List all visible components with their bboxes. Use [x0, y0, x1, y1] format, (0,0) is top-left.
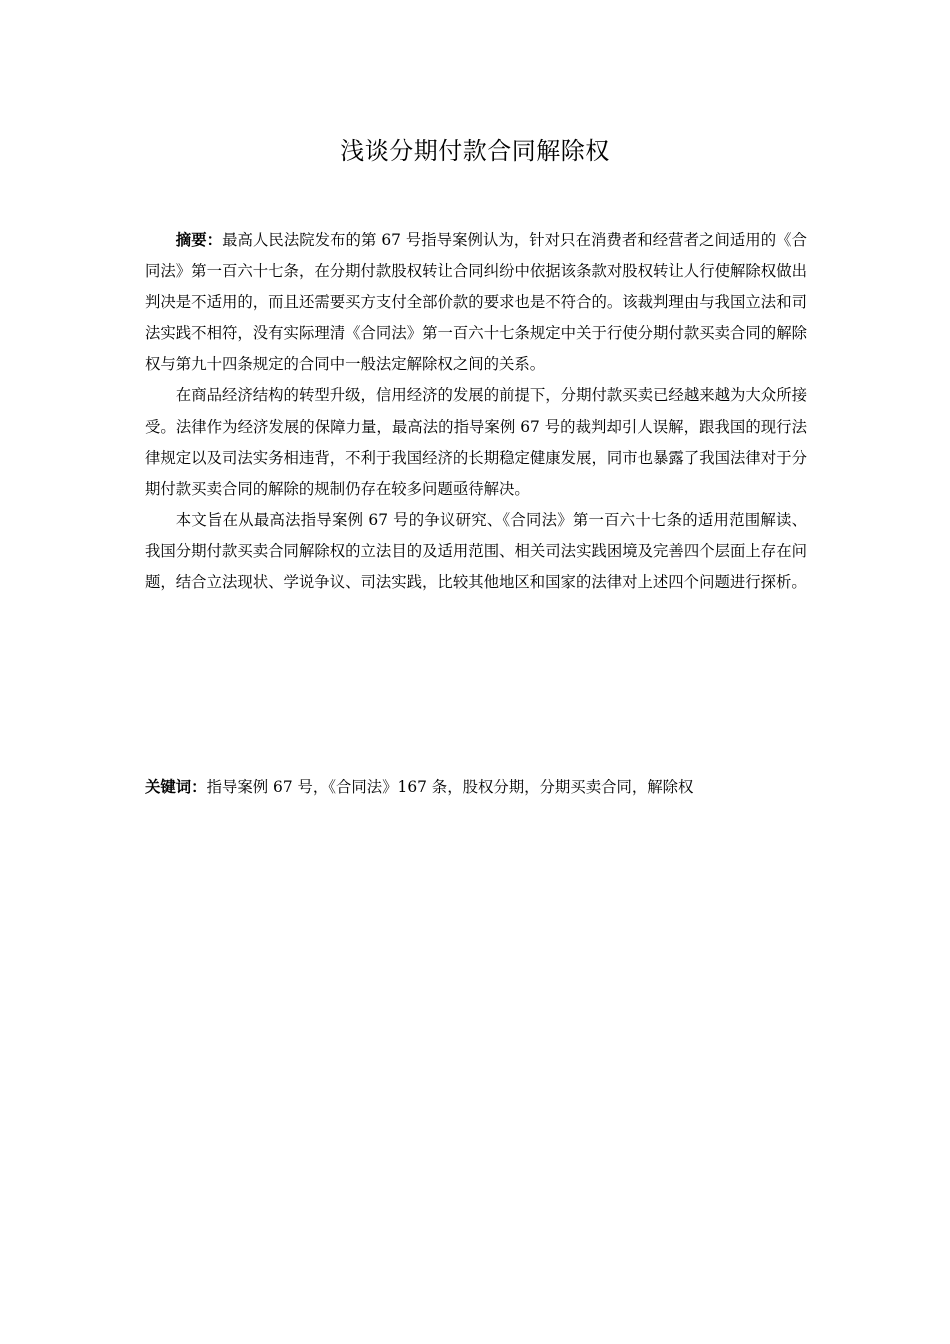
keywords-label: 关键词：: [145, 778, 207, 796]
keywords-text: 指导案例 67 号，《合同法》167 条，股权分期，分期买卖合同，解除权: [206, 778, 694, 796]
keywords-line: [145, 772, 807, 803]
abstract-label: 摘要：: [175, 231, 223, 249]
document-title: 浅谈分期付款合同解除权: [340, 137, 610, 165]
abstract-paragraph: [145, 225, 807, 380]
body-paragraph-3: 本文旨在从最高法指导案例 67 号的争议研究、《合同法》第一百六十七条的适用范围解读、我国分期付款买卖合同解除权的立法目的及适用范围、相关司法实践困境及完善四个层面上存在问题，结合立法现状、学说争议、司法实践，比较其他地区和国家的法律对上述四个问题进行探析。: [145, 510, 807, 592]
body-paragraph-2: 在商品经济结构的转型升级，信用经济的发展的前提下，分期付款买卖已经越来越为大众所接受。法律作为经济发展的保障力量，最高法的指导案例 67 号的裁判却引人误解，跟我国的现行法律规定以及司法实务相违背，不利于我国经济的长期稳定健康发展，同市也暴露了我国法律对于分期付款买卖合同的解除的规制仍存在较多问题亟待解决。: [145, 386, 807, 498]
document-body: [145, 225, 807, 598]
abstract-text: 最高人民法院发布的第 67 号指导案例认为，针对只在消费者和经营者之间适用的《合同法》第一百六十七条，在分期付款股权转让合同纠纷中依据该条款对股权转让人行使解除权做出判决是不适用的，而且还需要买方支付全部价款的要求也是不符合的。该裁判理由与我国立法和司法实践不相符，没有实际理清《合同法》第一百六十七条规定中关于行使分期付款买卖合同的解除权与第九十四条规定的合同中一般法定解除权之间的关系。: [145, 231, 807, 374]
